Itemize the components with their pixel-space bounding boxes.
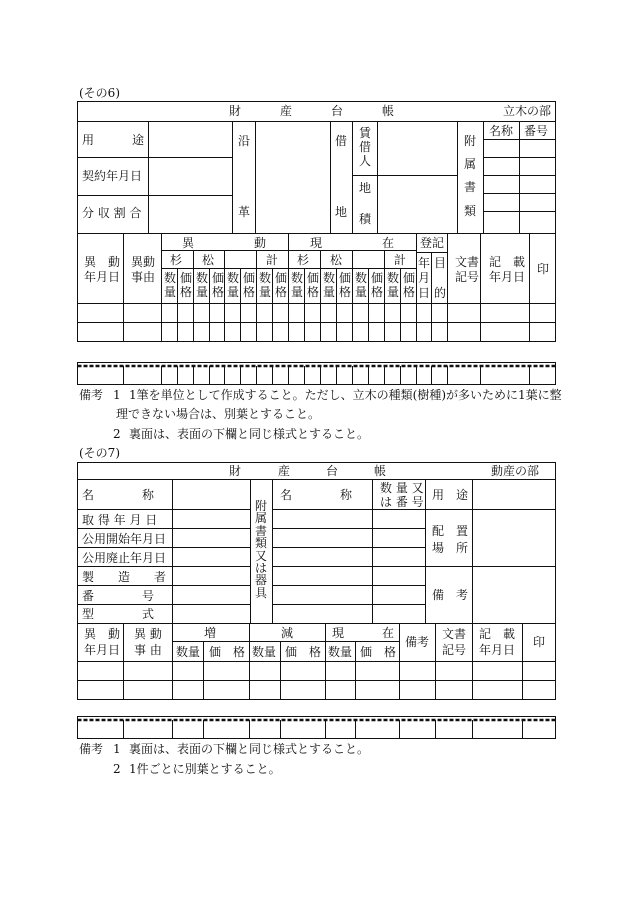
kakaku-char: 格 <box>371 285 384 299</box>
kei-1: 計 <box>266 253 279 267</box>
suryo-char: 数 <box>259 271 272 285</box>
head-dou: 動 <box>254 236 267 250</box>
suryo7-b: 数量 <box>252 645 277 659</box>
in-label: 印 <box>537 262 550 276</box>
en-label: 沿 <box>238 134 251 148</box>
fuzoku-kigu-char: 又 <box>255 548 268 563</box>
kakaku-char: 格 <box>180 285 193 299</box>
suryo-char: 量 <box>323 285 336 299</box>
notes6-n2: 2 <box>113 427 121 441</box>
matsu-1: 松 <box>202 253 215 267</box>
suryo-char: 数 <box>196 271 209 285</box>
bunsho7-1: 文書 <box>442 627 467 641</box>
notes6-t1b: 理できない場合は、別葉とすること。 <box>116 407 321 421</box>
chi-label: 地 <box>335 205 348 219</box>
idou7-date-2: 年月日 <box>84 643 121 657</box>
kakaku-char: 価 <box>212 271 225 285</box>
head-zai: 在 <box>382 236 395 250</box>
kakaku-char: 価 <box>403 271 416 285</box>
meisho7: 名 称 <box>280 488 353 502</box>
row-shutoku: 取 得 年 月 日 <box>82 513 158 527</box>
kakaku7-a: 価 格 <box>209 645 246 659</box>
row-kaishi: 公用開始年月日 <box>82 532 167 546</box>
in7-label: 印 <box>533 635 546 649</box>
touki-label: 登記 <box>420 236 445 250</box>
notes7-title: 備考 <box>79 742 104 756</box>
idou-reason-2: 事由 <box>131 270 156 284</box>
fuzoku-kigu-char: 附 <box>255 499 268 513</box>
chinshaku-2: 借 <box>359 140 372 154</box>
suryo-char: 数 <box>291 271 304 285</box>
kakaku-char: 格 <box>275 285 288 299</box>
fuzoku-kigu-char: 書 <box>255 523 268 538</box>
row-kata: 型 式 <box>82 607 155 621</box>
suryo-char: 数 <box>387 271 400 285</box>
kakaku-char: 価 <box>371 271 384 285</box>
suryo-bango-1: 数 量 又 <box>380 481 424 495</box>
idou7-reason-2: 事 由 <box>134 643 162 657</box>
form7-label: (その7) <box>79 446 120 460</box>
idou7-reason-1: 異 動 <box>134 627 162 641</box>
youto7: 用 途 <box>432 488 469 502</box>
kisai-2: 年月日 <box>489 270 526 284</box>
fuzoku-2: 属 <box>464 157 477 171</box>
biko7: 備 考 <box>432 588 469 602</box>
fuzoku-4: 類 <box>464 204 477 218</box>
notes6-t1: 1筆を単位として作成すること。ただし、立木の種類(樹種)が多いために1葉に整 <box>129 388 562 402</box>
idou-date-2: 年月日 <box>84 270 121 284</box>
idou-reason-1: 異動 <box>131 255 156 269</box>
haichi-2: 場 所 <box>432 541 469 555</box>
keiyaku-label: 契約年月日 <box>82 169 143 183</box>
kakaku-char: 価 <box>275 271 288 285</box>
notes6-n1: 1 <box>113 388 121 402</box>
suryo-char: 量 <box>164 285 177 299</box>
suryo-char: 量 <box>387 285 400 299</box>
kakaku-char: 価 <box>339 271 352 285</box>
form6-label: (その6) <box>79 86 120 100</box>
kakaku-char: 価 <box>243 271 256 285</box>
bunsho-2: 記号 <box>455 270 480 284</box>
chinshaku-3: 人 <box>359 154 372 168</box>
form6-title-dai: 台 <box>331 104 344 118</box>
row-bango: 番 号 <box>82 589 155 603</box>
meisho-label: 名称 <box>489 124 514 138</box>
notes6-title: 備考 <box>79 388 104 402</box>
notes7-n2: 2 <box>113 762 121 776</box>
form7-section: 動産の部 <box>491 464 540 478</box>
chiseki-2: 積 <box>359 212 372 226</box>
haichi-1: 配 置 <box>432 524 469 538</box>
kakaku-char: 格 <box>307 285 320 299</box>
chinshaku-1: 賃 <box>359 126 372 140</box>
kisai-1: 記 載 <box>489 255 526 269</box>
form6-title-chou: 帳 <box>382 104 395 118</box>
touki-moku: 目 <box>434 256 447 270</box>
fuzoku-3: 書 <box>464 180 477 194</box>
bango-label: 番号 <box>524 124 549 138</box>
kakaku-char: 価 <box>180 271 193 285</box>
youto-label-1: 用 <box>82 133 95 147</box>
fuzoku-1: 附 <box>464 134 477 148</box>
matsu-2: 松 <box>330 253 343 267</box>
chiseki-1: 地 <box>359 181 372 195</box>
suryo-char: 数 <box>227 271 240 285</box>
kakaku-char: 格 <box>212 285 225 299</box>
notes7-t1: 裏面は、表面の下欄と同じ様式とすること。 <box>129 742 370 756</box>
fuzoku-kigu-char: 類 <box>255 536 268 551</box>
fuzoku-kigu-char: 属 <box>255 511 268 526</box>
kakaku-char: 格 <box>403 285 416 299</box>
row-seizou: 製 造 者 <box>82 570 167 584</box>
biko7-head: 備考 <box>405 635 430 649</box>
shaku-label: 借 <box>335 134 348 148</box>
head-gen: 現 <box>310 236 323 250</box>
kakaku7-c: 価 格 <box>360 645 397 659</box>
touki-hi: 日 <box>418 286 431 300</box>
fuzoku-kigu-char: 具 <box>255 585 268 600</box>
kei-2: 計 <box>394 253 407 267</box>
sugi-1: 杉 <box>170 253 183 267</box>
bunshu-label: 分 収 割 合 <box>82 206 142 220</box>
suryo-char: 数 <box>355 271 368 285</box>
kakaku-char: 格 <box>243 285 256 299</box>
suryo-char: 量 <box>355 285 368 299</box>
row-haishi: 公用廃止年月日 <box>82 551 167 565</box>
form7-title-zai: 財 <box>229 464 242 478</box>
zou-label: 増 <box>204 626 217 640</box>
kakaku-char: 格 <box>339 285 352 299</box>
bunsho-1: 文書 <box>455 255 480 269</box>
notes7-n1: 1 <box>113 742 121 756</box>
suryo-char: 量 <box>227 285 240 299</box>
kisai7-2: 年月日 <box>479 643 516 657</box>
suryo-char: 数 <box>164 271 177 285</box>
form6-section: 立木の部 <box>503 104 552 118</box>
fuzoku-kigu-char: は <box>255 561 268 575</box>
suryo-char: 量 <box>259 285 272 299</box>
form6-back-strip <box>78 363 556 385</box>
suryo-char: 量 <box>196 285 209 299</box>
genzai-1: 現 <box>332 626 345 640</box>
form7-back-strip <box>78 717 556 739</box>
head-i: 異 <box>182 236 195 250</box>
form6-title-san: 産 <box>280 104 293 118</box>
idou-date-1: 異 動 <box>84 255 121 269</box>
suryo7-a: 数量 <box>176 645 201 659</box>
suryo-bango-2: は 番 号 <box>380 495 424 509</box>
touki-tsuki: 月 <box>418 271 431 285</box>
touki-teki: 的 <box>434 286 447 300</box>
row-name: 名 称 <box>82 488 155 502</box>
kakaku7-b: 価 格 <box>285 645 322 659</box>
notes6-t2: 裏面は、表面の下欄と同じ様式とすること。 <box>129 427 370 441</box>
youto-label-2: 途 <box>132 133 145 147</box>
genzai-2: 在 <box>382 626 395 640</box>
form7-title-dai: 台 <box>326 464 339 478</box>
form7-title-chou: 帳 <box>374 464 387 478</box>
suryo-char: 数 <box>323 271 336 285</box>
touki-nen: 年 <box>418 256 431 270</box>
gen-label: 減 <box>281 626 294 640</box>
kaku-label: 革 <box>238 205 251 219</box>
idou7-date-1: 異 動 <box>84 627 121 641</box>
kakaku-char: 価 <box>307 271 320 285</box>
form7-title-san: 産 <box>278 464 291 478</box>
kisai7-1: 記 載 <box>479 627 516 641</box>
bunsho7-2: 記号 <box>442 643 467 657</box>
fuzoku-kigu-char: 器 <box>255 573 268 588</box>
sugi-2: 杉 <box>297 253 310 267</box>
suryo-char: 量 <box>291 285 304 299</box>
form6-title-zai: 財 <box>229 104 242 118</box>
suryo7-c: 数量 <box>328 645 353 659</box>
notes7-t2: 1件ごとに別葉とすること。 <box>129 762 281 776</box>
